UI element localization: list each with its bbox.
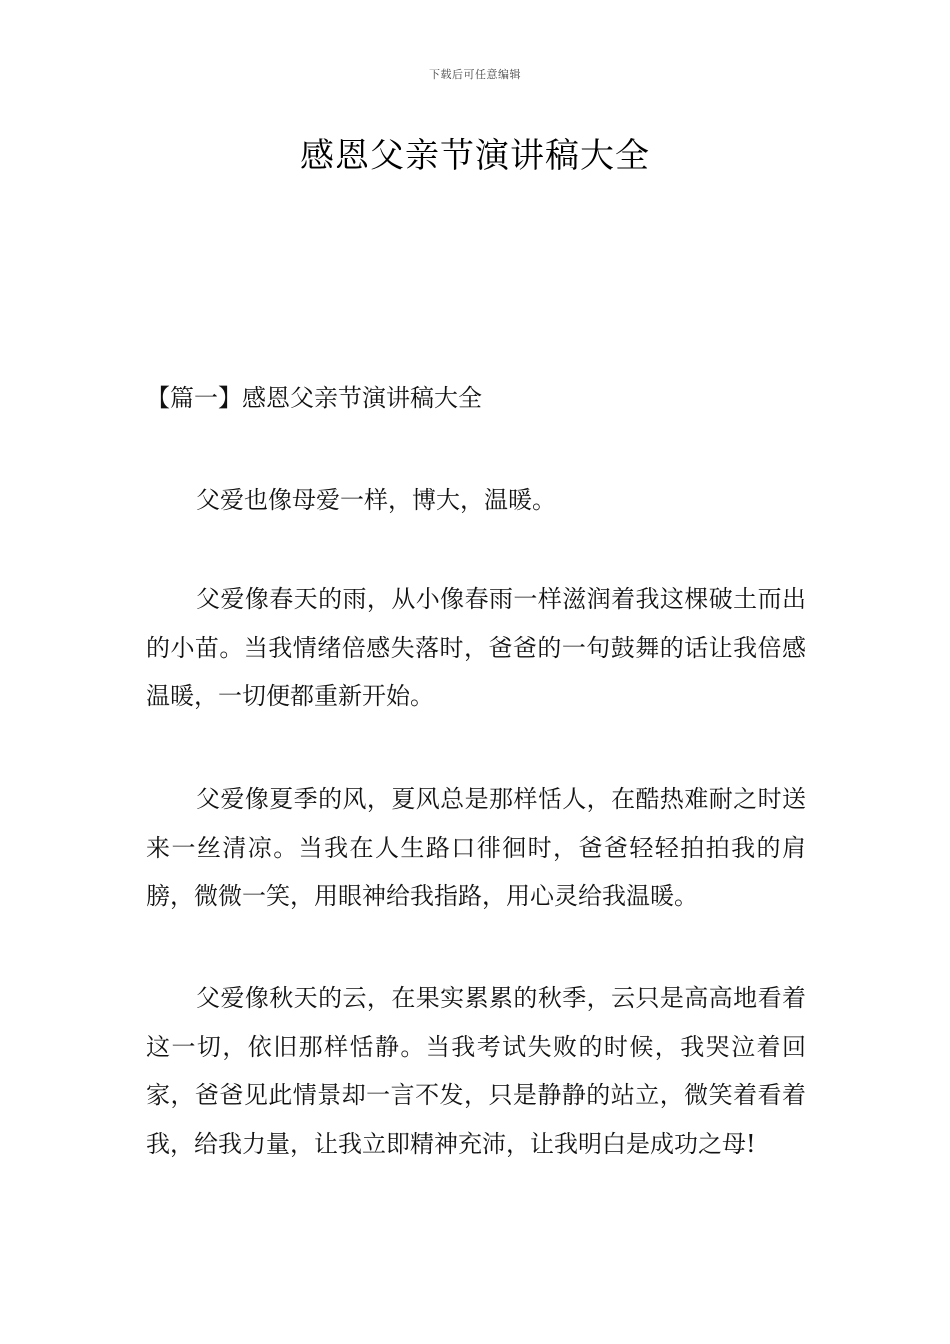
paragraph-4: 父爱像秋天的云，在果实累累的秋季，云只是高高地看着这一切，依旧那样恬静。当我考试失败的时候，我哭泣着回家，爸爸见此情景却一言不发，只是静静的站立，微笑着看着我，给我力量，让我立即精神充沛，让我明白是成功之母! — [146, 984, 806, 1158]
section-heading: 【篇一】感恩父亲节演讲稿大全 — [146, 384, 482, 412]
paragraph-1: 父爱也像母爱一样，博大，温暖。 — [196, 486, 556, 514]
paragraph-3: 父爱像夏季的风，夏风总是那样恬人，在酷热难耐之时送来一丝清凉。当我在人生路口徘徊时，爸爸轻轻拍拍我的肩膀，微微一笑，用眼神给我指路，用心灵给我温暖。 — [146, 785, 806, 910]
header-note: 下载后可任意编辑 — [429, 68, 521, 81]
paragraph-2: 父爱像春天的雨，从小像春雨一样滋润着我这棵破土而出的小苗。当我情绪倍感失落时，爸爸的一句鼓舞的话让我倍感温暖，一切便都重新开始。 — [146, 585, 806, 710]
page-title: 感恩父亲节演讲稿大全 — [300, 136, 650, 176]
